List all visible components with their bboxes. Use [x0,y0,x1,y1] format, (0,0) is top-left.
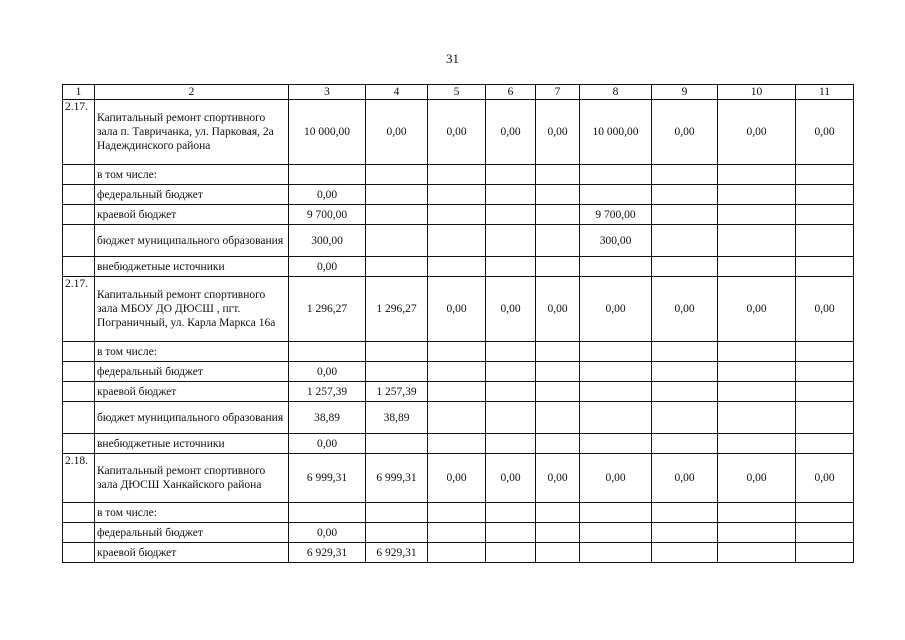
value-cell [718,523,796,543]
value-cell: 0,00 [289,362,366,382]
value-cell [366,225,428,257]
header-row [63,85,854,100]
value-cell [796,257,854,277]
value-cell: 6 999,31 [366,454,428,503]
value-cell: 0,00 [289,185,366,205]
row-name-cell: Капитальный ремонт спортивного зала МБОУ ДО ДЮСШ , пгт. Пограничный, ул. Карла Маркса 16а [95,277,289,342]
row-number-cell [63,257,95,277]
value-cell [428,257,486,277]
value-cell: 0,00 [796,100,854,165]
value-cell [652,543,718,563]
value-cell [289,165,366,185]
row-number-cell [63,342,95,362]
header-cell: 5 [428,85,486,100]
value-cell [718,165,796,185]
value-cell: 9 700,00 [289,205,366,225]
value-cell: 38,89 [366,402,428,434]
value-cell: 0,00 [536,277,580,342]
value-cell: 0,00 [580,277,652,342]
header-cell: 9 [652,85,718,100]
value-cell: 0,00 [536,454,580,503]
value-cell [486,382,536,402]
value-cell [718,257,796,277]
page-number: 31 [446,51,459,66]
value-cell [652,165,718,185]
value-cell [796,185,854,205]
value-cell [652,382,718,402]
value-cell [536,342,580,362]
row-name-cell: бюджет муниципального образования [95,402,289,434]
value-cell [580,342,652,362]
value-cell [580,402,652,434]
value-cell [718,205,796,225]
value-cell [536,543,580,563]
value-cell: 0,00 [796,454,854,503]
value-cell [366,434,428,454]
value-cell [428,523,486,543]
value-cell: 10 000,00 [289,100,366,165]
value-cell [718,503,796,523]
header-cell: 3 [289,85,366,100]
value-cell: 0,00 [580,454,652,503]
value-cell [796,503,854,523]
value-cell [796,434,854,454]
value-cell [580,362,652,382]
row-name-cell: Капитальный ремонт спортивного зала ДЮСШ Ханкайского района [95,454,289,503]
value-cell [366,523,428,543]
row-name-cell: в том числе: [95,503,289,523]
value-cell [366,342,428,362]
value-cell [718,185,796,205]
row-number-cell [63,503,95,523]
value-cell: 1 296,27 [366,277,428,342]
value-cell [486,165,536,185]
value-cell [796,382,854,402]
value-cell [428,165,486,185]
value-cell [536,257,580,277]
value-cell [580,434,652,454]
row-name-cell: федеральный бюджет [95,523,289,543]
value-cell: 300,00 [289,225,366,257]
table-row [63,342,854,362]
table-row [63,503,854,523]
value-cell [796,225,854,257]
value-cell [652,434,718,454]
value-cell [536,434,580,454]
row-number-cell [63,382,95,402]
value-cell [366,362,428,382]
value-cell [718,402,796,434]
value-cell [486,434,536,454]
value-cell [536,205,580,225]
table-row [63,382,854,402]
value-cell: 0,00 [428,100,486,165]
value-cell [536,382,580,402]
value-cell [536,523,580,543]
value-cell [536,165,580,185]
value-cell: 0,00 [428,277,486,342]
value-cell [366,205,428,225]
value-cell: 38,89 [289,402,366,434]
value-cell [366,185,428,205]
row-number-cell [63,225,95,257]
value-cell [428,342,486,362]
value-cell [652,257,718,277]
table-row [63,100,854,165]
value-cell [652,342,718,362]
value-cell [652,225,718,257]
value-cell [536,185,580,205]
value-cell [428,382,486,402]
value-cell: 1 296,27 [289,277,366,342]
value-cell [580,523,652,543]
value-cell: 0,00 [289,257,366,277]
value-cell [428,185,486,205]
value-cell [486,225,536,257]
value-cell [796,165,854,185]
value-cell [580,503,652,523]
value-cell [486,205,536,225]
value-cell [428,225,486,257]
value-cell [796,342,854,362]
row-number-cell [63,165,95,185]
row-name-cell: в том числе: [95,165,289,185]
row-number-cell [63,402,95,434]
row-number-cell [63,434,95,454]
table-row [63,205,854,225]
header-cell: 10 [718,85,796,100]
row-number-cell: 2.18. [63,454,95,503]
value-cell: 300,00 [580,225,652,257]
value-cell [718,342,796,362]
value-cell [718,382,796,402]
value-cell [718,434,796,454]
value-cell: 0,00 [718,454,796,503]
value-cell: 0,00 [289,523,366,543]
value-cell [718,543,796,563]
value-cell [580,382,652,402]
value-cell [289,342,366,362]
value-cell: 0,00 [486,454,536,503]
value-cell [428,543,486,563]
value-cell: 0,00 [536,100,580,165]
header-cell: 6 [486,85,536,100]
value-cell [652,523,718,543]
row-number-cell [63,362,95,382]
value-cell [428,503,486,523]
value-cell [428,402,486,434]
value-cell [652,503,718,523]
header-cell: 11 [796,85,854,100]
value-cell: 6 999,31 [289,454,366,503]
value-cell: 0,00 [486,100,536,165]
value-cell [486,342,536,362]
table-row [63,257,854,277]
value-cell: 0,00 [796,277,854,342]
value-cell: 0,00 [718,277,796,342]
value-cell: 1 257,39 [366,382,428,402]
row-name-cell: федеральный бюджет [95,185,289,205]
header-cell: 1 [63,85,95,100]
value-cell: 0,00 [428,454,486,503]
row-number-cell [63,205,95,225]
table-row [63,402,854,434]
row-name-cell: краевой бюджет [95,382,289,402]
row-name-cell: Капитальный ремонт спортивного зала п. Тавричанка, ул. Парковая, 2а Надеждинского района [95,100,289,165]
value-cell [796,205,854,225]
row-number-cell [63,523,95,543]
value-cell [652,205,718,225]
value-cell [486,523,536,543]
row-name-cell: внебюджетные источники [95,257,289,277]
value-cell: 0,00 [652,100,718,165]
row-name-cell: федеральный бюджет [95,362,289,382]
value-cell [652,402,718,434]
value-cell: 10 000,00 [580,100,652,165]
value-cell: 6 929,31 [289,543,366,563]
value-cell [580,543,652,563]
value-cell [718,362,796,382]
value-cell [718,225,796,257]
value-cell: 9 700,00 [580,205,652,225]
budget-table [62,84,854,563]
value-cell [289,503,366,523]
value-cell [580,165,652,185]
value-cell [796,543,854,563]
value-cell [580,185,652,205]
header-cell: 8 [580,85,652,100]
value-cell [366,165,428,185]
value-cell [428,362,486,382]
row-name-cell: краевой бюджет [95,205,289,225]
row-name-cell: краевой бюджет [95,543,289,563]
table-row [63,185,854,205]
value-cell [486,543,536,563]
value-cell: 0,00 [366,100,428,165]
value-cell: 0,00 [652,454,718,503]
row-number-cell [63,185,95,205]
value-cell [486,362,536,382]
row-name-cell: бюджет муниципального образования [95,225,289,257]
value-cell: 1 257,39 [289,382,366,402]
row-number-cell: 2.17. [63,277,95,342]
table-row [63,362,854,382]
value-cell [536,225,580,257]
value-cell [580,257,652,277]
header-cell: 7 [536,85,580,100]
value-cell [796,362,854,382]
value-cell: 0,00 [289,434,366,454]
value-cell [486,257,536,277]
row-name-cell: внебюджетные источники [95,434,289,454]
value-cell [796,402,854,434]
table-row [63,277,854,342]
value-cell [536,402,580,434]
value-cell [536,362,580,382]
value-cell [796,523,854,543]
value-cell [486,503,536,523]
header-cell: 4 [366,85,428,100]
value-cell: 0,00 [652,277,718,342]
table-row [63,523,854,543]
row-number-cell [63,543,95,563]
row-number-cell: 2.17. [63,100,95,165]
value-cell [366,257,428,277]
value-cell [652,185,718,205]
row-name-cell: в том числе: [95,342,289,362]
value-cell: 6 929,31 [366,543,428,563]
table-row [63,225,854,257]
value-cell: 0,00 [486,277,536,342]
table-row [63,454,854,503]
value-cell [428,434,486,454]
value-cell [536,503,580,523]
table-row [63,434,854,454]
value-cell [428,205,486,225]
value-cell: 0,00 [718,100,796,165]
table-row [63,165,854,185]
header-cell: 2 [95,85,289,100]
table-row [63,543,854,563]
value-cell [652,362,718,382]
value-cell [486,185,536,205]
value-cell [366,503,428,523]
value-cell [486,402,536,434]
